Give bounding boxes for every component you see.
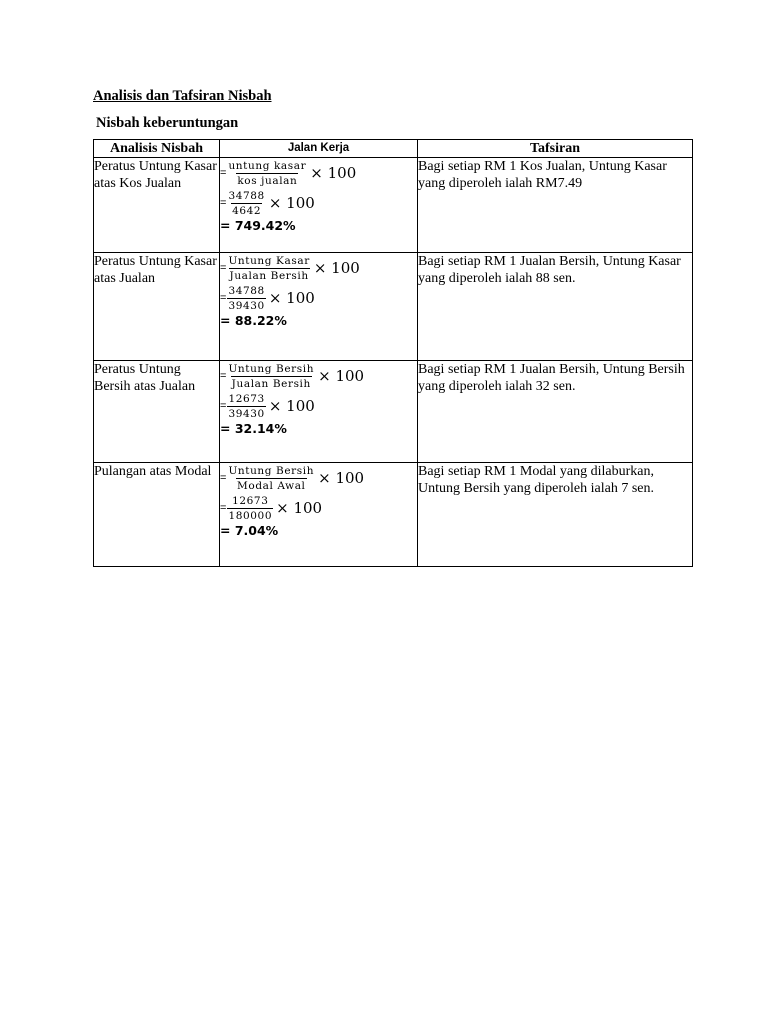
- table-row: [94, 158, 693, 253]
- ratio-interpretation: Bagi setiap RM 1 Modal yang dilaburkan, Untung Bersih yang diperoleh ialah 7 sen.: [418, 463, 693, 567]
- value-fraction: [227, 190, 265, 217]
- multiplier: × 100: [268, 289, 315, 307]
- ratio-interpretation: Bagi setiap RM 1 Jualan Bersih, Untung Kasar yang diperoleh ialah 88 sen.: [418, 253, 693, 361]
- formula-fraction: [227, 160, 307, 187]
- header-analisis-nisbah: Analisis Nisbah: [94, 140, 220, 158]
- multiplier: × 100: [268, 397, 315, 415]
- ratio-table: [93, 139, 693, 567]
- value-fraction: [227, 495, 273, 522]
- value-numerator: 12673: [228, 392, 265, 405]
- value-denominator: 4642: [232, 204, 262, 217]
- ratio-name: Peratus Untung Bersih atas Jualan: [94, 361, 220, 463]
- formula-numerator: untung kasar: [228, 159, 307, 172]
- formula-fraction: [227, 363, 315, 390]
- value-line: = $\frac{12673}{180000}$ × 100: [220, 494, 323, 522]
- working-cell: [220, 463, 418, 567]
- multiplier: × 100: [318, 367, 365, 385]
- formula-line: = $\frac{\text{Untung Kasar}}{\text{Jualan Bersih}}$ × 100: [220, 254, 360, 282]
- value-fraction: [227, 393, 265, 420]
- ratio-name: Peratus Untung Kasar atas Jualan: [94, 253, 220, 361]
- formula-denominator: Jualan Bersih: [229, 269, 309, 282]
- formula-fraction: [227, 465, 315, 492]
- ratio-result: = 7.04%: [220, 523, 279, 538]
- formula-denominator: Jualan Bersih: [231, 377, 311, 390]
- value-numerator: 34788: [228, 284, 265, 297]
- table-row: [94, 463, 693, 567]
- ratio-result: = 32.14%: [220, 421, 287, 436]
- ratio-interpretation: Bagi setiap RM 1 Kos Jualan, Untung Kasar yang diperoleh ialah RM7.49: [418, 158, 693, 253]
- section-title: Nisbah keberuntungan: [96, 115, 239, 131]
- value-line: = $\frac{34788}{39430}$ × 100: [220, 284, 315, 312]
- value-numerator: 12673: [232, 494, 269, 507]
- formula-denominator: Modal Awal: [237, 479, 306, 492]
- multiplier: × 100: [268, 194, 315, 212]
- formula-line: = $\frac{\text{untung kasar}}{\text{kos jualan}}$ × 100: [220, 159, 357, 187]
- working-cell: [220, 361, 418, 463]
- value-denominator: 39430: [228, 407, 265, 420]
- ratio-interpretation: Bagi setiap RM 1 Jualan Bersih, Untung Bersih yang diperoleh ialah 32 sen.: [418, 361, 693, 463]
- ratio-result: = 88.22%: [220, 313, 287, 328]
- formula-line: = $\frac{\text{Untung Bersih}}{\text{Jualan Bersih}}$ × 100: [220, 362, 365, 390]
- formula-numerator: Untung Bersih: [228, 362, 315, 375]
- value-line: = $\frac{12673}{39430}$ × 100: [220, 392, 315, 420]
- formula-fraction: [227, 255, 310, 282]
- header-jalan-kerja: Jalan Kerja: [220, 140, 418, 158]
- value-numerator: 34788: [228, 189, 265, 202]
- formula-line: = $\frac{\text{Untung Bersih}}{\text{Modal Awal}}$ × 100: [220, 464, 365, 492]
- value-line: = $\frac{34788}{4642}$ × 100: [220, 189, 315, 217]
- value-denominator: 39430: [228, 299, 265, 312]
- multiplier: × 100: [313, 259, 360, 277]
- table-row: [94, 253, 693, 361]
- formula-numerator: Untung Kasar: [228, 254, 310, 267]
- working-cell: [220, 253, 418, 361]
- value-denominator: 180000: [228, 509, 273, 522]
- multiplier: × 100: [276, 499, 323, 517]
- table-row: [94, 361, 693, 463]
- header-tafsiran: Tafsiran: [418, 140, 693, 158]
- ratio-result: = 749.42%: [220, 218, 296, 233]
- document-title: Analisis dan Tafsiran Nisbah: [93, 88, 272, 104]
- value-fraction: [227, 285, 265, 312]
- formula-numerator: Untung Bersih: [228, 464, 315, 477]
- working-cell: [220, 158, 418, 253]
- ratio-name: Pulangan atas Modal: [94, 463, 220, 567]
- multiplier: × 100: [318, 469, 365, 487]
- formula-denominator: kos jualan: [237, 174, 298, 187]
- table-header-row: [94, 140, 693, 158]
- multiplier: × 100: [310, 164, 357, 182]
- ratio-name: Peratus Untung Kasar atas Kos Jualan: [94, 158, 220, 253]
